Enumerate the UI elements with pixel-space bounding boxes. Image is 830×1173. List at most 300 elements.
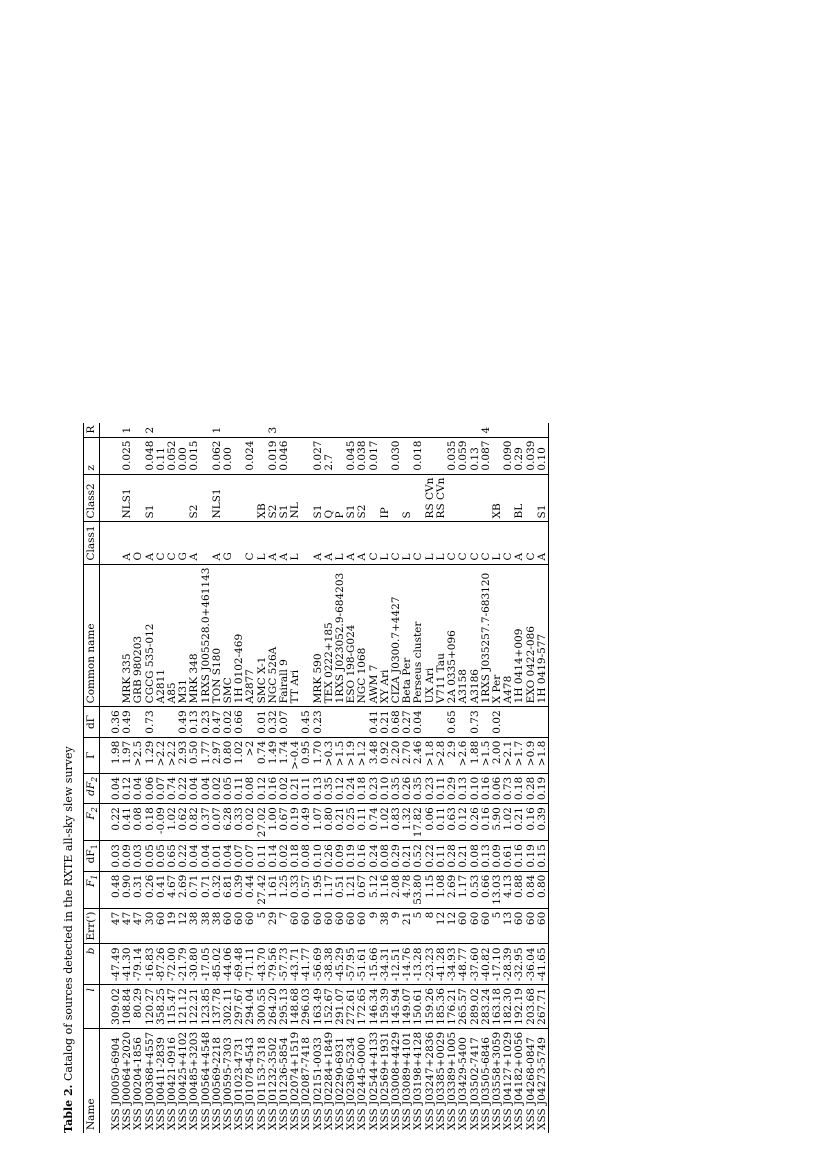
cell-gamma: >0.3 (324, 737, 335, 773)
cell-f2: 0.37 (201, 804, 212, 841)
cell-df2: 0.12 (335, 773, 346, 803)
cell-class2: P (335, 474, 346, 522)
cell-f2: 0.06 (425, 804, 436, 841)
cell-f1: 1.21 (346, 871, 357, 908)
cell-z: 0.017 (369, 437, 380, 474)
cell-name: XSS J03558+3059 (490, 1031, 503, 1130)
cell-class1: A (324, 522, 335, 564)
cell-name: XSS J02074+1519 (289, 1031, 302, 1130)
spacer-cell (100, 522, 112, 564)
col-header-f2: $F_2$ (84, 804, 100, 841)
table-caption-label: Table 2. (62, 1084, 75, 1133)
cell-f2: 0.11 (357, 804, 368, 841)
table-row (245, 423, 256, 1133)
cell-r (514, 423, 525, 437)
cell-common-name: A85 (167, 564, 178, 707)
cell-name: XSS J04268-0847 (524, 1037, 537, 1130)
cell-f1: 2.69 (447, 871, 458, 908)
cell-f2: 0.80 (324, 804, 335, 841)
cell-r (425, 423, 436, 437)
cell-b: -43.71 (290, 944, 301, 985)
cell-df2: 0.11 (234, 773, 245, 803)
cell-l: 267.71 (537, 985, 549, 1029)
cell-f1: 0.67 (357, 871, 368, 908)
cell-df2: 0.35 (413, 773, 424, 803)
cell-df2: 0.74 (167, 773, 178, 803)
cell-df2: 0.04 (133, 773, 144, 803)
cell-name: XSS J00204-1856 (132, 1037, 145, 1130)
cell-z (301, 437, 312, 474)
cell-class2 (413, 474, 424, 522)
cell-common-name: 1H 0414+009 (514, 564, 525, 707)
cell-name: XSS J03247+2836 (423, 1031, 436, 1130)
cell-df1: 0.13 (481, 841, 492, 871)
cell-dgamma: 0.66 (234, 707, 245, 737)
cell-common-name: TT Ari (290, 564, 301, 707)
cell-name: XSS J03505-6846 (479, 1037, 492, 1130)
cell-name: XSS J00050-6904 (110, 1037, 122, 1130)
cell-gamma: 1.49 (268, 737, 279, 773)
cell-gamma: >1.7 (514, 737, 525, 773)
cell-class2: S (402, 474, 413, 522)
cell-f2: 0.22 (111, 804, 122, 841)
cell-l: 148.68 (290, 985, 301, 1029)
cell-df1: 0.16 (357, 841, 368, 871)
cell-df2: 0.26 (402, 773, 413, 803)
cell-df2: 0.29 (447, 773, 458, 803)
cell-f2: 1.32 (402, 804, 413, 841)
cell-l: 163.49 (313, 985, 324, 1029)
cell-r (492, 423, 503, 437)
cell-f1: 1.08 (436, 871, 447, 908)
cell-l: 108.84 (122, 985, 133, 1029)
cell-df2: 0.08 (245, 773, 256, 803)
cell-z: 0.052 (167, 437, 178, 474)
cell-r (178, 423, 189, 437)
cell-name: XSS J04182+0056 (513, 1031, 526, 1130)
cell-err: 38 (201, 908, 212, 944)
cell-err: 60 (346, 908, 357, 944)
cell-f1: 0.44 (245, 871, 256, 908)
cell-df1: 0.09 (122, 841, 133, 871)
cell-f1: 0.57 (301, 871, 312, 908)
cell-gamma: 0.74 (257, 737, 268, 773)
cell-err: 12 (447, 908, 458, 944)
spacer-cell (100, 423, 112, 437)
cell-class2: S1 (145, 474, 156, 522)
cell-class1: G (178, 522, 189, 564)
cell-dgamma (156, 707, 167, 737)
cell-err: 60 (223, 908, 234, 944)
col-header-l: l (84, 985, 100, 1029)
cell-common-name: AWM 7 (369, 564, 380, 707)
cell-df1: 0.29 (391, 841, 402, 871)
cell-r (223, 423, 234, 437)
cell-l: 137.78 (212, 985, 223, 1029)
cell-class2: NLS1 (122, 474, 133, 522)
cell-z: 0.018 (413, 437, 424, 474)
cell-class2: S2 (268, 474, 279, 522)
cell-z: 0.00 (178, 437, 189, 474)
cell-f2: 0.18 (145, 804, 156, 841)
cell-err: 60 (481, 908, 492, 944)
table-row (413, 423, 424, 1133)
cell-gamma: >2.6 (458, 737, 469, 773)
cell-l: 264.20 (268, 985, 279, 1029)
cell-l: 272.61 (346, 985, 357, 1029)
cell-z: 0.048 (145, 437, 156, 474)
cell-common-name: A2811 (156, 564, 167, 707)
col-header-df2-subscript: 2 (89, 776, 99, 782)
cell-df1: 0.08 (470, 841, 481, 871)
cell-common-name: MRK 348 (189, 564, 200, 707)
col-header-df1-subscript: 1 (89, 844, 99, 850)
cell-err: 7 (279, 908, 290, 944)
cell-df1: 0.22 (178, 841, 189, 871)
cell-class2: S1 (537, 474, 549, 522)
cell-b: -79.56 (268, 944, 279, 985)
cell-gamma: 1.29 (145, 737, 156, 773)
cell-df2: 0.10 (470, 773, 481, 803)
cell-name: XSS J02284+1849 (322, 1031, 335, 1130)
cell-b: -51.61 (357, 944, 368, 985)
cell-common-name: A3158 (458, 564, 469, 707)
cell-r: 1 (122, 423, 133, 437)
cell-df1: 0.11 (257, 841, 268, 871)
cell-gamma: 1.74 (279, 737, 290, 773)
cell-err: 38 (189, 908, 200, 944)
cell-r (189, 423, 200, 437)
cell-class2 (156, 474, 167, 522)
cell-r (346, 423, 357, 437)
cell-l: 289.02 (470, 985, 481, 1029)
cell-class2 (223, 474, 234, 522)
cell-class1: C (526, 522, 537, 564)
cell-name: XSS J00485+3203 (188, 1031, 201, 1130)
cell-f2: 0.08 (133, 804, 144, 841)
cell-f1: 0.84 (526, 871, 537, 908)
cell-gamma: 0.92 (380, 737, 391, 773)
cell-dgamma: 0.02 (223, 707, 234, 737)
cell-name: XSS J01078-4543 (244, 1037, 257, 1130)
cell-err: 5 (492, 908, 503, 944)
spacer-cell (100, 474, 112, 522)
cell-z (290, 437, 301, 474)
cell-df2: 0.73 (503, 773, 514, 803)
cell-f1: 1.17 (458, 871, 469, 908)
cell-name: XSS J00411-2839 (154, 1037, 167, 1130)
cell-z: 0.087 (481, 437, 492, 474)
cell-dgamma: 0.68 (391, 707, 402, 737)
cell-z: 0.027 (313, 437, 324, 474)
cell-l: 152.67 (324, 985, 335, 1029)
cell-common-name: 1RXS J035257.7-683120 (481, 564, 492, 707)
cell-df2: 0.12 (122, 773, 133, 803)
cell-class1: L (425, 522, 436, 564)
cell-b: -69.48 (234, 944, 245, 985)
cell-f1: 0.51 (335, 871, 346, 908)
cell-b: -13.28 (413, 944, 424, 985)
cell-z: 2.7 (324, 437, 335, 474)
cell-z: 0.019 (268, 437, 279, 474)
cell-common-name: MRK 590 (313, 564, 324, 707)
cell-err: 8 (425, 908, 436, 944)
cell-b: -41.30 (122, 944, 133, 985)
cell-class2 (470, 474, 481, 522)
cell-z: 0.024 (245, 437, 256, 474)
cell-common-name: EXO 0422-086 (526, 564, 537, 707)
cell-name: XSS J02544+4133 (367, 1031, 380, 1130)
cell-l: 283.24 (481, 985, 492, 1029)
cell-df1: 0.01 (212, 841, 223, 871)
cell-l: 294.04 (245, 985, 256, 1029)
cell-class1: C (413, 522, 424, 564)
cell-df1: 0.11 (436, 841, 447, 871)
cell-df1: 0.52 (413, 841, 424, 871)
cell-dgamma (324, 707, 335, 737)
cell-df2: 0.02 (212, 773, 223, 803)
cell-df2: 0.04 (201, 773, 212, 803)
cell-err: 38 (380, 908, 391, 944)
cell-f2: 1.07 (313, 804, 324, 841)
cell-r (436, 423, 447, 437)
cell-gamma: >0.9 (526, 737, 537, 773)
cell-df1: 0.15 (537, 841, 549, 871)
cell-common-name: NGC 526A (268, 564, 279, 707)
cell-df2: 0.11 (436, 773, 447, 803)
cell-b: -28.39 (503, 944, 514, 985)
cell-gamma: 2.20 (391, 737, 402, 773)
cell-name: XSS J00368+4557 (143, 1031, 156, 1130)
cell-f2: 0.21 (514, 804, 525, 841)
cell-common-name: XY Ari (380, 564, 391, 707)
cell-b: -14.76 (402, 944, 413, 985)
cell-dgamma: 0.65 (447, 707, 458, 737)
cell-class1: C (458, 522, 469, 564)
cell-dgamma: 0.27 (402, 707, 413, 737)
cell-df2: 0.11 (301, 773, 312, 803)
cell-dgamma: 0.47 (212, 707, 223, 737)
cell-l: 149.07 (402, 985, 413, 1029)
cell-dgamma: 0.73 (470, 707, 481, 737)
cell-dgamma (245, 707, 256, 737)
cell-class1: C (481, 522, 492, 564)
cell-df1: 0.04 (189, 841, 200, 871)
cell-df1: 0.24 (369, 841, 380, 871)
cell-err: 47 (111, 908, 122, 944)
cell-err: 60 (470, 908, 481, 944)
cell-name: XSS J00064+2020 (121, 1031, 134, 1130)
cell-dgamma: 0.13 (189, 707, 200, 737)
cell-dgamma (425, 707, 436, 737)
cell-name: XSS J00425+4102 (177, 1031, 190, 1130)
cell-gamma: >2.2 (156, 737, 167, 773)
cell-err: 60 (514, 908, 525, 944)
cell-class1: L (335, 522, 346, 564)
cell-name: XSS J01153-7318 (255, 1037, 268, 1130)
cell-class1: G (223, 522, 234, 564)
table-header-row (84, 423, 100, 1133)
cell-class2 (167, 474, 178, 522)
cell-r: 3 (268, 423, 279, 437)
cell-l: 159.26 (425, 985, 436, 1029)
cell-dgamma: 0.36 (111, 707, 122, 737)
cell-name: XSS J02290-6931 (334, 1037, 347, 1130)
cell-class1: A (346, 522, 357, 564)
cell-err: 9 (391, 908, 402, 944)
cell-df2: 0.19 (537, 773, 549, 803)
cell-err: 60 (313, 908, 324, 944)
cell-df2: 0.18 (357, 773, 368, 803)
cell-df1: 0.05 (145, 841, 156, 871)
cell-gamma: 0.80 (223, 737, 234, 773)
cell-r (324, 423, 335, 437)
cell-z (133, 437, 144, 474)
cell-class2: NLS1 (212, 474, 223, 522)
cell-gamma: 0.95 (301, 737, 312, 773)
cell-z (425, 437, 436, 474)
cell-z: 0.29 (514, 437, 525, 474)
cell-gamma: 1.77 (201, 737, 212, 773)
cell-z: 0.00 (223, 437, 234, 474)
cell-name: XSS J00421-0916 (166, 1037, 179, 1130)
cell-b: -57.95 (346, 944, 357, 985)
cell-r (167, 423, 178, 437)
table-row (189, 423, 200, 1133)
cell-f1: 1.17 (324, 871, 335, 908)
cell-dgamma: 0.73 (145, 707, 156, 737)
cell-l: 182.30 (503, 985, 514, 1029)
cell-b: -44.06 (223, 944, 234, 985)
cell-b: -32.95 (514, 944, 525, 985)
cell-l: 176.21 (447, 985, 458, 1029)
cell-f2: 0.25 (346, 804, 357, 841)
cell-dgamma: 0.04 (413, 707, 424, 737)
cell-name: XSS J01236-5854 (278, 1037, 291, 1130)
cell-f2: 0.63 (447, 804, 458, 841)
cell-dgamma (133, 707, 144, 737)
cell-err: 60 (324, 908, 335, 944)
cell-common-name: A478 (503, 564, 514, 707)
cell-r (156, 423, 167, 437)
cell-class2: S1 (313, 474, 324, 522)
cell-df2: 0.16 (481, 773, 492, 803)
cell-class2: S2 (189, 474, 200, 522)
spacer-cell (100, 437, 112, 474)
col-header-df2: $dF_2$ (84, 773, 100, 803)
cell-gamma: >2.5 (133, 737, 144, 773)
cell-gamma: 2.46 (413, 737, 424, 773)
cell-gamma: 1.97 (122, 737, 133, 773)
cell-class2: RS CVn (425, 474, 436, 522)
cell-f1: 0.88 (514, 871, 525, 908)
cell-f1: 1.15 (425, 871, 436, 908)
cell-name: XSS J03008+4429 (390, 1031, 403, 1130)
cell-b: -41.28 (436, 944, 447, 985)
cell-b: -79.14 (133, 944, 144, 985)
cell-dgamma (514, 707, 525, 737)
cell-z: 0.059 (458, 437, 469, 474)
cell-r (301, 423, 312, 437)
cell-df2: 0.12 (257, 773, 268, 803)
cell-class2: S1 (279, 474, 290, 522)
cell-gamma: >1.5 (335, 737, 346, 773)
cell-b: -43.70 (257, 944, 268, 985)
cell-z: 0.045 (346, 437, 357, 474)
cell-gamma: >1.8 (425, 737, 436, 773)
cell-l: 145.94 (391, 985, 402, 1029)
cell-f2: 17.82 (413, 804, 424, 841)
cell-dgamma: 0.45 (301, 707, 312, 737)
cell-df2: 0.06 (492, 773, 503, 803)
cell-gamma: >-0.4 (290, 737, 301, 773)
cell-dgamma (503, 707, 514, 737)
cell-gamma: 2.93 (178, 737, 189, 773)
cell-z: 0.025 (122, 437, 133, 474)
col-header-r: R (84, 423, 100, 437)
cell-f1: 0.32 (212, 871, 223, 908)
cell-l: 159.39 (380, 985, 391, 1029)
cell-common-name: CIZA J0300.7+4427 (391, 564, 402, 707)
cell-dgamma (537, 707, 549, 737)
cell-b: -21.79 (178, 944, 189, 985)
cell-common-name: SMC X-1 (257, 564, 268, 707)
cell-z: 0.10 (537, 437, 549, 474)
cell-common-name: MRK 335 (122, 564, 133, 707)
cell-f2: 5.90 (492, 804, 503, 841)
cell-b: -37.60 (470, 944, 481, 985)
cell-class1: C (156, 522, 167, 564)
cell-df1: 0.04 (201, 841, 212, 871)
cell-class1: C (503, 522, 514, 564)
cell-dgamma: 0.32 (268, 707, 279, 737)
cell-name: XSS J03502-7417 (468, 1037, 481, 1130)
cell-common-name: V711 Tau (436, 564, 447, 707)
table-row (458, 423, 469, 1133)
cell-gamma: 2.00 (492, 737, 503, 773)
cell-name: XSS J02445-0000 (356, 1037, 369, 1130)
cell-err: 60 (526, 908, 537, 944)
cell-class1: A (279, 522, 290, 564)
cell-b: -57.73 (279, 944, 290, 985)
cell-r (290, 423, 301, 437)
cell-class1: C (470, 522, 481, 564)
col-header-f1-subscript: 1 (89, 874, 99, 880)
cell-err: 60 (357, 908, 368, 944)
cell-class1: A (537, 522, 549, 564)
cell-f1: 4.78 (402, 871, 413, 908)
cell-b: -41.77 (301, 944, 312, 985)
cell-dgamma: 0.07 (279, 707, 290, 737)
cell-f1: 2.69 (178, 871, 189, 908)
cell-class1: C (167, 522, 178, 564)
cell-df1: 0.28 (447, 841, 458, 871)
cell-f2: 0.74 (369, 804, 380, 841)
cell-class1: C (391, 522, 402, 564)
cell-df1: 0.09 (492, 841, 503, 871)
cell-df2: 0.35 (324, 773, 335, 803)
cell-df1: 0.26 (324, 841, 335, 871)
cell-common-name: 1H 0102-469 (234, 564, 245, 707)
cell-f1: 0.53 (470, 871, 481, 908)
cell-df1: 0.02 (279, 841, 290, 871)
cell-class1: A (122, 522, 133, 564)
cell-f2: 27.02 (257, 804, 268, 841)
cell-err: 12 (436, 908, 447, 944)
col-header-class2: Class2 (84, 474, 100, 522)
cell-common-name: UX Ari (425, 564, 436, 707)
cell-class1: A (268, 522, 279, 564)
